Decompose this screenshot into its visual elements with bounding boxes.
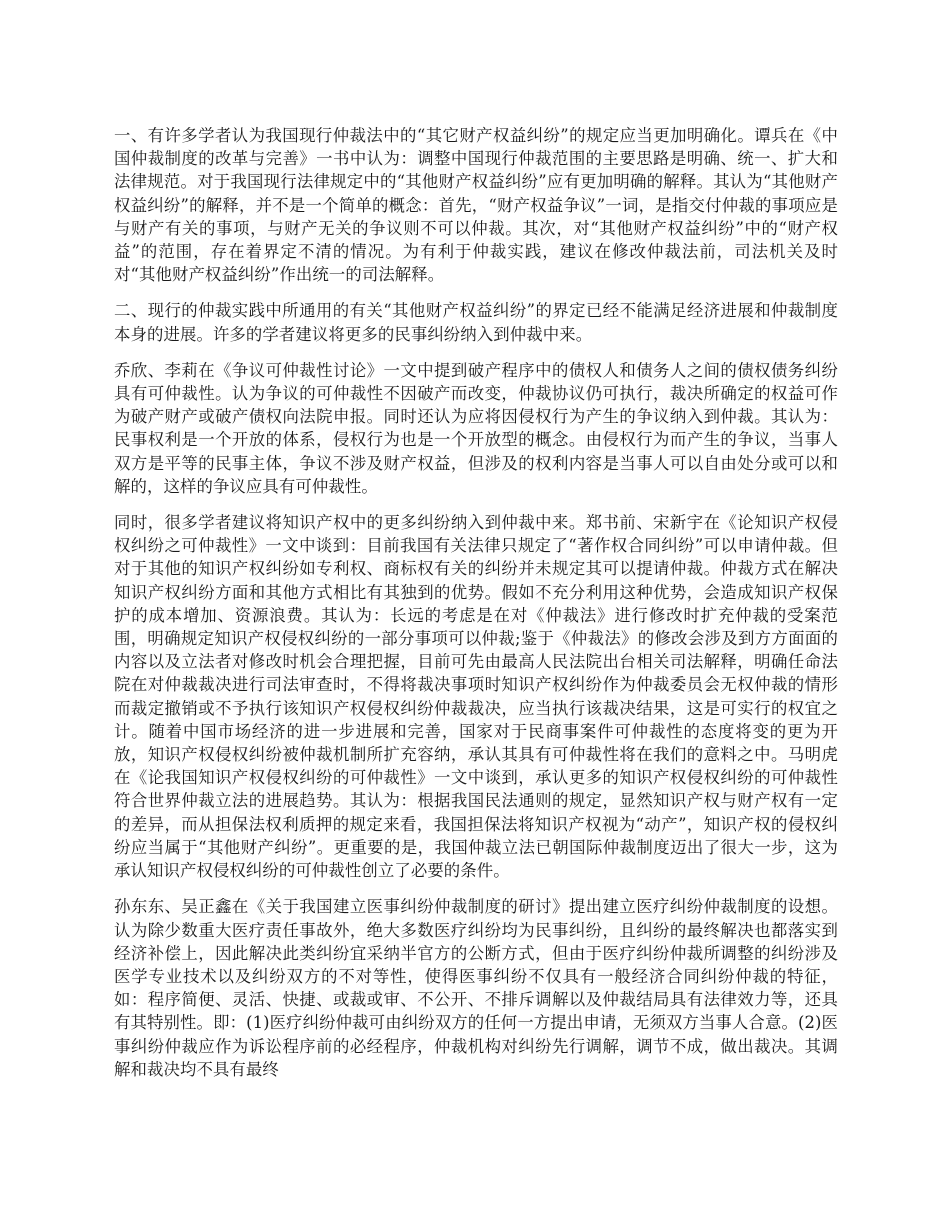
paragraph-2: 二、现行的仲裁实践中所通用的有关“其他财产权益纠纷”的界定已经不能满足经济进展和仲裁制度本身的进展。许多的学者建议将更多的民事纠纷纳入到仲裁中来。 (114, 301, 838, 344)
paragraph-1: 一、有许多学者认为我国现行仲裁法中的“其它财产权益纠纷”的规定应当更加明确化。谭兵在《中国仲裁制度的改革与完善》一书中认为：调整中国现行仲裁范围的主要思路是明确、统一、扩大和法律规范。对于我国现行法律规定中的“其他财产权益纠纷”应有更加明确的解释。其认为“其他财产权益纠纷”的解释，并不是一个简单的概念：首先，“财产权益争议”一词，是指交付仲裁的事项应是与财产有关的事项，与财产无关的争议则不可以仲裁。其次，对“其他财产权益纠纷”中的“财产权益”的范围，存在着界定不清的情况。为有利于仲裁实践，建议在修改仲裁法前，司法机关及时对“其他财产权益纠纷”作出统一的司法解释。 (114, 126, 838, 285)
paragraph-5: 孙东东、吴正鑫在《关于我国建立医事纠纷仲裁制度的研讨》提出建立医疗纠纷仲裁制度的设想。认为除少数重大医疗责任事故外，绝大多数医疗纠纷均为民事纠纷，且纠纷的最终解决也都落实到经济补偿上，因此解决此类纠纷宜采纳半官方的公断方式，但由于医疗纠纷仲裁所调整的纠纷涉及医学专业技术以及纠纷双方的不对等性，使得医事纠纷不仅具有一般经济合同纠纷仲裁的特征，如：程序简便、灵活、快捷、或裁或审、不公开、不排斥调解以及仲裁结局具有法律效力等，还具有其特别性。即：(1)医疗纠纷仲裁可由纠纷双方的任何一方提出申请，无须双方当事人合意。(2)医事纠纷仲裁应作为诉讼程序前的必经程序，仲裁机构对纠纷先行调解，调节不成，做出裁决。其调解和裁决均不具有最终 (114, 897, 838, 1079)
paragraph-3: 乔欣、李莉在《争议可仲裁性讨论》一文中提到破产程序中的债权人和债务人之间的债权债务纠纷具有可仲裁性。认为争议的可仲裁性不因破产而改变，仲裁协议仍可执行，裁决所确定的权益可作为破产财产或破产债权向法院申报。同时还认为应将因侵权行为产生的争议纳入到仲裁。其认为：民事权利是一个开放的体系，侵权行为也是一个开放型的概念。由侵权行为而产生的争议，当事人双方是平等的民事主体，争议不涉及财产权益，但涉及的权利内容是当事人可以自由处分或可以和解的，这样的争议应具有可仲裁性。 (114, 360, 838, 496)
paragraph-4: 同时，很多学者建议将知识产权中的更多纠纷纳入到仲裁中来。郑书前、宋新宇在《论知识产权侵权纠纷之可仲裁性》一文中谈到：目前我国有关法律只规定了“著作权合同纠纷”可以申请仲裁。但对于其他的知识产权纠纷如专利权、商标权有关的纠纷并未规定其可以提请仲裁。仲裁方式在解决知识产权纠纷方面和其他方式相比有其独到的优势。假如不充分利用这种优势，会造成知识产权保护的成本增加、资源浪费。其认为：长远的考虑是在对《仲裁法》进行修改时扩充仲裁的受案范围，明确规定知识产权侵权纠纷的一部分事项可以仲裁;鉴于《仲裁法》的修改会涉及到方方面面的内容以及立法者对修改时机会合理把握，目前可先由最高人民法院出台相关司法解释，明确任命法院在对仲裁裁决进行司法审查时，不得将裁决事项时知识产权纠纷作为仲裁委员会无权仲裁的情形而裁定撤销或不予执行该知识产权侵权纠纷仲裁裁决，应当执行该裁决结果，这是可实行的权宜之计。随着中国市场经济的进一步进展和完善，国家对于民商事案件可仲裁性的态度将变的更为开放，知识产权侵权纠纷被仲裁机制所扩充容纳，承认其具有可仲裁性将在我们的意料之中。马明虎在《论我国知识产权侵权纠纷的可仲裁性》一文中谈到，承认更多的知识产权侵权纠纷的可仲裁性符合世界仲裁立法的进展趋势。其认为：根据我国民法通则的规定，显然知识产权与财产权有一定的差异，而从担保法权利质押的规定来看，我国担保法将知识产权视为“动产”，知识产权的侵权纠纷应当属于“其他财产纠纷”。更重要的是，我国仲裁立法已朝国际仲裁制度迈出了很大一步，这为承认知识产权侵权纠纷的可仲裁性创立了必要的条件。 (114, 513, 838, 881)
document-body (114, 124, 838, 1094)
